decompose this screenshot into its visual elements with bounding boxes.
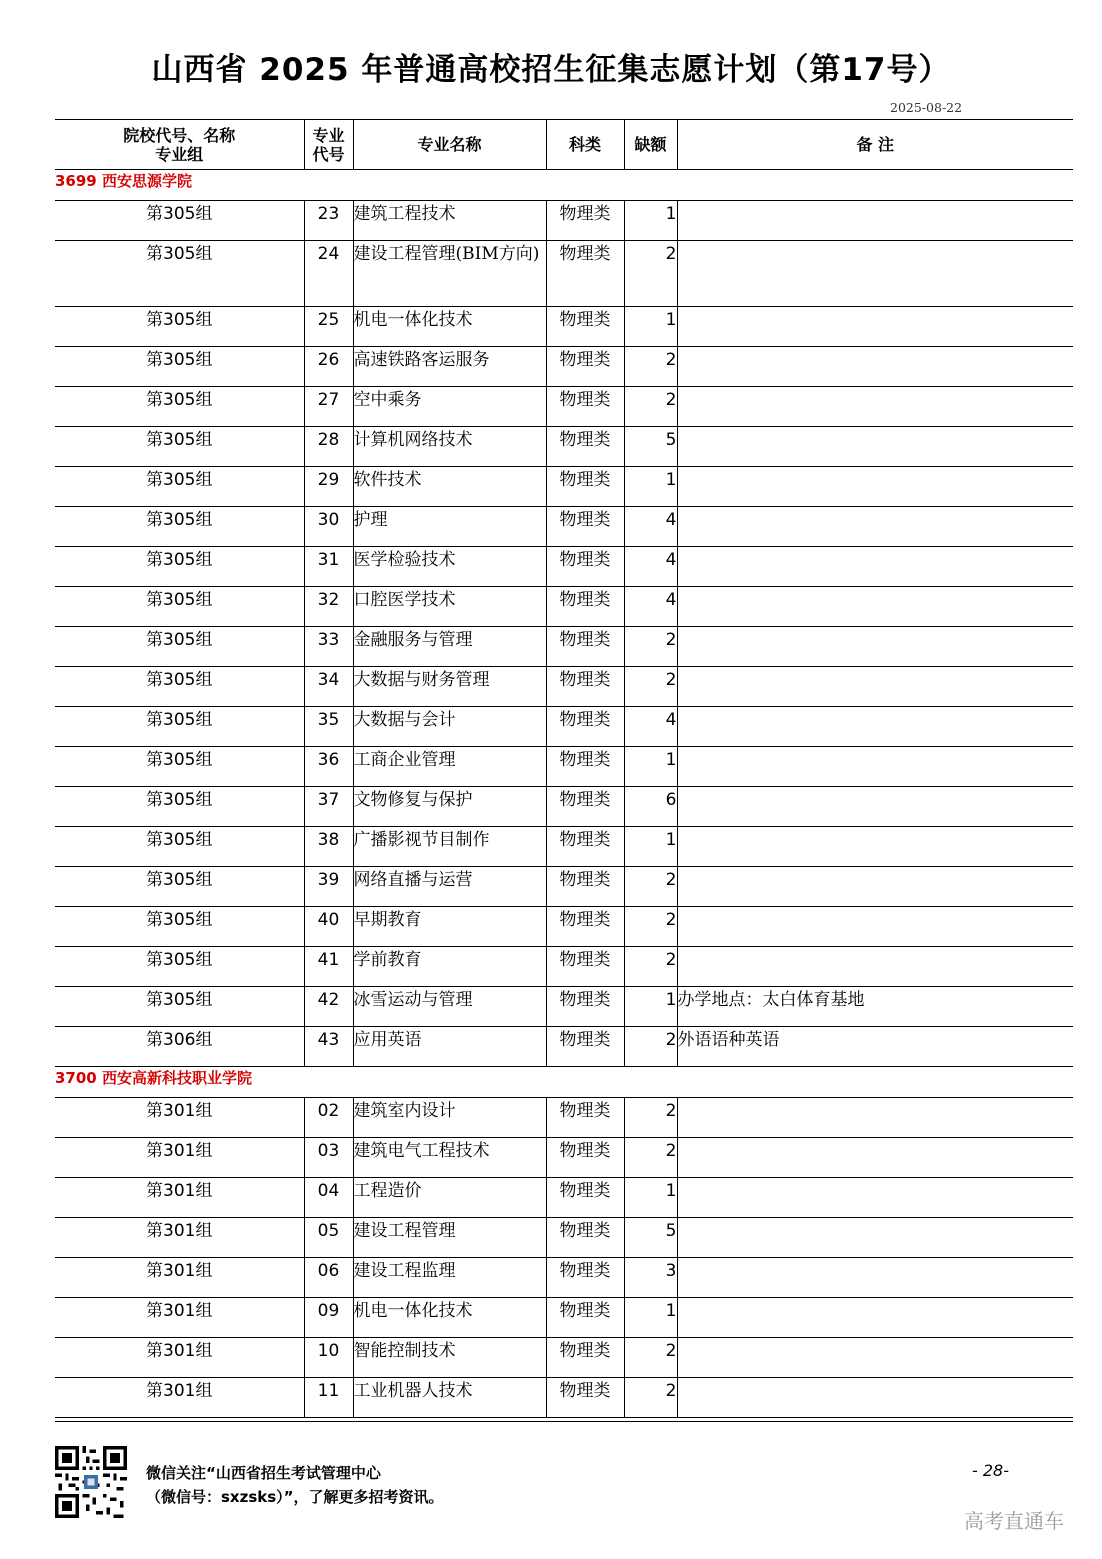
vacancy-cell: 2 <box>624 1378 677 1418</box>
note-cell <box>677 1258 1073 1298</box>
vacancy-cell: 6 <box>624 787 677 827</box>
major-code-cell: 26 <box>304 347 353 387</box>
note-cell <box>677 867 1073 907</box>
subject-kind-cell: 物理类 <box>546 1178 624 1218</box>
table-row <box>55 307 1073 347</box>
major-name-cell: 应用英语 <box>353 1027 546 1067</box>
major-name-cell: 智能控制技术 <box>353 1338 546 1378</box>
note-cell <box>677 1378 1073 1418</box>
note-cell <box>677 307 1073 347</box>
note-cell <box>677 1138 1073 1178</box>
major-name-cell: 金融服务与管理 <box>353 627 546 667</box>
table-row <box>55 1378 1073 1418</box>
header-major-code-line1: 专业 <box>312 125 345 145</box>
major-code-cell: 41 <box>304 947 353 987</box>
vacancy-cell: 4 <box>624 547 677 587</box>
watermark-text: 高考直通车 <box>964 1509 1064 1533</box>
table-row <box>55 707 1073 747</box>
subject-kind-cell: 物理类 <box>546 787 624 827</box>
major-code-cell: 10 <box>304 1338 353 1378</box>
table-row <box>55 547 1073 587</box>
group-cell: 第305组 <box>55 347 304 387</box>
group-cell: 第305组 <box>55 241 304 307</box>
subject-kind-cell: 物理类 <box>546 987 624 1027</box>
document-date: 2025-08-22 <box>890 100 963 115</box>
note-cell <box>677 507 1073 547</box>
group-cell: 第306组 <box>55 1027 304 1067</box>
major-code-cell: 29 <box>304 467 353 507</box>
major-code-cell: 39 <box>304 867 353 907</box>
group-cell: 第301组 <box>55 1258 304 1298</box>
subject-kind-cell: 物理类 <box>546 827 624 867</box>
subject-kind-cell: 物理类 <box>546 627 624 667</box>
subject-kind-cell: 物理类 <box>546 201 624 241</box>
vacancy-cell: 2 <box>624 867 677 907</box>
table-row <box>55 1098 1073 1138</box>
header-vacancy: 缺额 <box>624 120 677 170</box>
vacancy-cell: 1 <box>624 1178 677 1218</box>
major-name-cell: 工业机器人技术 <box>353 1378 546 1418</box>
table-row <box>55 787 1073 827</box>
major-name-cell: 口腔医学技术 <box>353 587 546 627</box>
vacancy-cell: 1 <box>624 827 677 867</box>
document-title: 山西省 2025 年普通高校招生征集志愿计划（第17号） <box>151 52 951 88</box>
note-cell <box>677 347 1073 387</box>
major-name-cell: 广播影视节目制作 <box>353 827 546 867</box>
header-school-group-line2: 专业组 <box>155 144 204 164</box>
major-code-cell: 09 <box>304 1298 353 1338</box>
group-cell: 第305组 <box>55 867 304 907</box>
vacancy-cell: 2 <box>624 667 677 707</box>
subject-kind-cell: 物理类 <box>546 387 624 427</box>
major-code-cell: 05 <box>304 1218 353 1258</box>
header-subject-kind: 科类 <box>546 120 624 170</box>
note-cell <box>677 1218 1073 1258</box>
note-cell <box>677 627 1073 667</box>
major-name-cell: 护理 <box>353 507 546 547</box>
note-cell <box>677 1338 1073 1378</box>
vacancy-cell: 4 <box>624 587 677 627</box>
group-cell: 第305组 <box>55 667 304 707</box>
major-name-cell: 机电一体化技术 <box>353 307 546 347</box>
vacancy-cell: 2 <box>624 627 677 667</box>
group-cell: 第305组 <box>55 947 304 987</box>
school-section-row <box>55 1067 1073 1098</box>
table-row <box>55 1027 1073 1067</box>
table-row <box>55 1298 1073 1338</box>
table-row <box>55 1338 1073 1378</box>
school-name: 3699 西安思源学院 <box>55 170 1073 201</box>
table-row <box>55 1178 1073 1218</box>
subject-kind-cell: 物理类 <box>546 947 624 987</box>
major-code-cell: 33 <box>304 627 353 667</box>
subject-kind-cell: 物理类 <box>546 1027 624 1067</box>
note-cell: 外语语种英语 <box>677 1027 1073 1067</box>
note-cell <box>677 907 1073 947</box>
note-cell <box>677 201 1073 241</box>
vacancy-cell: 2 <box>624 1138 677 1178</box>
major-name-cell: 大数据与财务管理 <box>353 667 546 707</box>
group-cell: 第305组 <box>55 827 304 867</box>
major-code-cell: 02 <box>304 1098 353 1138</box>
header-major-code <box>304 120 353 170</box>
note-cell <box>677 241 1073 307</box>
major-code-cell: 04 <box>304 1178 353 1218</box>
note-cell <box>677 587 1073 627</box>
major-name-cell: 文物修复与保护 <box>353 787 546 827</box>
subject-kind-cell: 物理类 <box>546 1338 624 1378</box>
table-row <box>55 387 1073 427</box>
vacancy-cell: 2 <box>624 1338 677 1378</box>
table-row <box>55 1258 1073 1298</box>
header-note: 备 注 <box>677 120 1073 170</box>
subject-kind-cell: 物理类 <box>546 907 624 947</box>
group-cell: 第305组 <box>55 707 304 747</box>
subject-kind-cell: 物理类 <box>546 307 624 347</box>
major-code-cell: 32 <box>304 587 353 627</box>
school-name: 3700 西安高新科技职业学院 <box>55 1067 1073 1098</box>
table-row <box>55 867 1073 907</box>
table-row <box>55 907 1073 947</box>
table-row <box>55 1138 1073 1178</box>
table-header-row <box>55 120 1073 170</box>
group-cell: 第305组 <box>55 547 304 587</box>
group-cell: 第305组 <box>55 787 304 827</box>
table-row <box>55 467 1073 507</box>
vacancy-cell: 4 <box>624 707 677 747</box>
major-name-cell: 建筑室内设计 <box>353 1098 546 1138</box>
group-cell: 第305组 <box>55 987 304 1027</box>
major-code-cell: 24 <box>304 241 353 307</box>
subject-kind-cell: 物理类 <box>546 1258 624 1298</box>
subject-kind-cell: 物理类 <box>546 747 624 787</box>
subject-kind-cell: 物理类 <box>546 507 624 547</box>
major-name-cell: 工程造价 <box>353 1178 546 1218</box>
header-school-group-line1: 院校代号、名称 <box>123 125 236 145</box>
major-code-cell: 23 <box>304 201 353 241</box>
major-code-cell: 36 <box>304 747 353 787</box>
note-cell <box>677 1098 1073 1138</box>
group-cell: 第301组 <box>55 1338 304 1378</box>
group-cell: 第305组 <box>55 467 304 507</box>
note-cell <box>677 747 1073 787</box>
table-row <box>55 827 1073 867</box>
major-code-cell: 34 <box>304 667 353 707</box>
subject-kind-cell: 物理类 <box>546 467 624 507</box>
subject-kind-cell: 物理类 <box>546 667 624 707</box>
major-name-cell: 建设工程监理 <box>353 1258 546 1298</box>
major-name-cell: 建筑工程技术 <box>353 201 546 241</box>
note-cell <box>677 547 1073 587</box>
group-cell: 第301组 <box>55 1178 304 1218</box>
subject-kind-cell: 物理类 <box>546 1218 624 1258</box>
major-name-cell: 空中乘务 <box>353 387 546 427</box>
vacancy-cell: 2 <box>624 241 677 307</box>
major-name-cell: 大数据与会计 <box>353 707 546 747</box>
vacancy-cell: 5 <box>624 427 677 467</box>
header-school-group <box>55 120 304 170</box>
major-code-cell: 42 <box>304 987 353 1027</box>
vacancy-cell: 2 <box>624 1098 677 1138</box>
major-name-cell: 早期教育 <box>353 907 546 947</box>
major-code-cell: 31 <box>304 547 353 587</box>
table-row <box>55 627 1073 667</box>
group-cell: 第301组 <box>55 1298 304 1338</box>
major-name-cell: 医学检验技术 <box>353 547 546 587</box>
table-body <box>55 170 1073 1418</box>
admission-plan-table <box>55 119 1073 1418</box>
major-name-cell: 建设工程管理(BIM方向) <box>353 241 546 307</box>
group-cell: 第301组 <box>55 1138 304 1178</box>
subject-kind-cell: 物理类 <box>546 1298 624 1338</box>
vacancy-cell: 3 <box>624 1258 677 1298</box>
table-row <box>55 241 1073 307</box>
table-row <box>55 987 1073 1027</box>
major-code-cell: 40 <box>304 907 353 947</box>
page-number: - 28- <box>972 1461 1009 1480</box>
note-cell: 办学地点：太白体育基地 <box>677 987 1073 1027</box>
group-cell: 第305组 <box>55 387 304 427</box>
note-cell <box>677 1178 1073 1218</box>
note-cell <box>677 1298 1073 1338</box>
major-name-cell: 冰雪运动与管理 <box>353 987 546 1027</box>
header-major-code-line2: 代号 <box>312 144 345 164</box>
group-cell: 第301组 <box>55 1378 304 1418</box>
wechat-note-line2: （微信号：sxzsks）”，了解更多招考资讯。 <box>146 1488 444 1506</box>
vacancy-cell: 2 <box>624 347 677 387</box>
vacancy-cell: 2 <box>624 907 677 947</box>
note-cell <box>677 667 1073 707</box>
note-cell <box>677 787 1073 827</box>
qr-code-icon <box>55 1446 127 1518</box>
vacancy-cell: 1 <box>624 1298 677 1338</box>
vacancy-cell: 1 <box>624 307 677 347</box>
table-row <box>55 747 1073 787</box>
note-cell <box>677 387 1073 427</box>
major-code-cell: 38 <box>304 827 353 867</box>
major-name-cell: 建设工程管理 <box>353 1218 546 1258</box>
major-code-cell: 06 <box>304 1258 353 1298</box>
table-row <box>55 507 1073 547</box>
vacancy-cell: 2 <box>624 1027 677 1067</box>
subject-kind-cell: 物理类 <box>546 867 624 907</box>
footer-divider <box>55 1421 1073 1422</box>
vacancy-cell: 5 <box>624 1218 677 1258</box>
major-code-cell: 28 <box>304 427 353 467</box>
table-row <box>55 347 1073 387</box>
school-section-row <box>55 170 1073 201</box>
group-cell: 第305组 <box>55 427 304 467</box>
table-row <box>55 587 1073 627</box>
note-cell <box>677 467 1073 507</box>
major-code-cell: 25 <box>304 307 353 347</box>
major-code-cell: 27 <box>304 387 353 427</box>
subject-kind-cell: 物理类 <box>546 587 624 627</box>
major-code-cell: 43 <box>304 1027 353 1067</box>
vacancy-cell: 1 <box>624 201 677 241</box>
group-cell: 第301组 <box>55 1218 304 1258</box>
major-name-cell: 软件技术 <box>353 467 546 507</box>
wechat-follow-note <box>146 1461 444 1509</box>
subject-kind-cell: 物理类 <box>546 347 624 387</box>
group-cell: 第305组 <box>55 747 304 787</box>
note-cell <box>677 947 1073 987</box>
vacancy-cell: 4 <box>624 507 677 547</box>
group-cell: 第305组 <box>55 507 304 547</box>
group-cell: 第305组 <box>55 307 304 347</box>
major-name-cell: 学前教育 <box>353 947 546 987</box>
major-code-cell: 03 <box>304 1138 353 1178</box>
subject-kind-cell: 物理类 <box>546 547 624 587</box>
group-cell: 第305组 <box>55 907 304 947</box>
subject-kind-cell: 物理类 <box>546 241 624 307</box>
subject-kind-cell: 物理类 <box>546 1138 624 1178</box>
group-cell: 第301组 <box>55 1098 304 1138</box>
major-name-cell: 机电一体化技术 <box>353 1298 546 1338</box>
table-row <box>55 201 1073 241</box>
group-cell: 第305组 <box>55 627 304 667</box>
major-name-cell: 建筑电气工程技术 <box>353 1138 546 1178</box>
major-name-cell: 计算机网络技术 <box>353 427 546 467</box>
note-cell <box>677 707 1073 747</box>
table-row <box>55 947 1073 987</box>
vacancy-cell: 1 <box>624 747 677 787</box>
major-name-cell: 高速铁路客运服务 <box>353 347 546 387</box>
major-code-cell: 11 <box>304 1378 353 1418</box>
table-row <box>55 1218 1073 1258</box>
note-cell <box>677 827 1073 867</box>
group-cell: 第305组 <box>55 587 304 627</box>
vacancy-cell: 1 <box>624 987 677 1027</box>
major-code-cell: 30 <box>304 507 353 547</box>
subject-kind-cell: 物理类 <box>546 427 624 467</box>
major-name-cell: 网络直播与运营 <box>353 867 546 907</box>
note-cell <box>677 427 1073 467</box>
wechat-note-line1: 微信关注“山西省招生考试管理中心 <box>146 1464 381 1482</box>
header-major-name: 专业名称 <box>353 120 546 170</box>
vacancy-cell: 1 <box>624 467 677 507</box>
group-cell: 第305组 <box>55 201 304 241</box>
vacancy-cell: 2 <box>624 947 677 987</box>
major-code-cell: 35 <box>304 707 353 747</box>
table-row <box>55 427 1073 467</box>
major-code-cell: 37 <box>304 787 353 827</box>
table-row <box>55 667 1073 707</box>
vacancy-cell: 2 <box>624 387 677 427</box>
subject-kind-cell: 物理类 <box>546 1378 624 1418</box>
subject-kind-cell: 物理类 <box>546 1098 624 1138</box>
subject-kind-cell: 物理类 <box>546 707 624 747</box>
major-name-cell: 工商企业管理 <box>353 747 546 787</box>
